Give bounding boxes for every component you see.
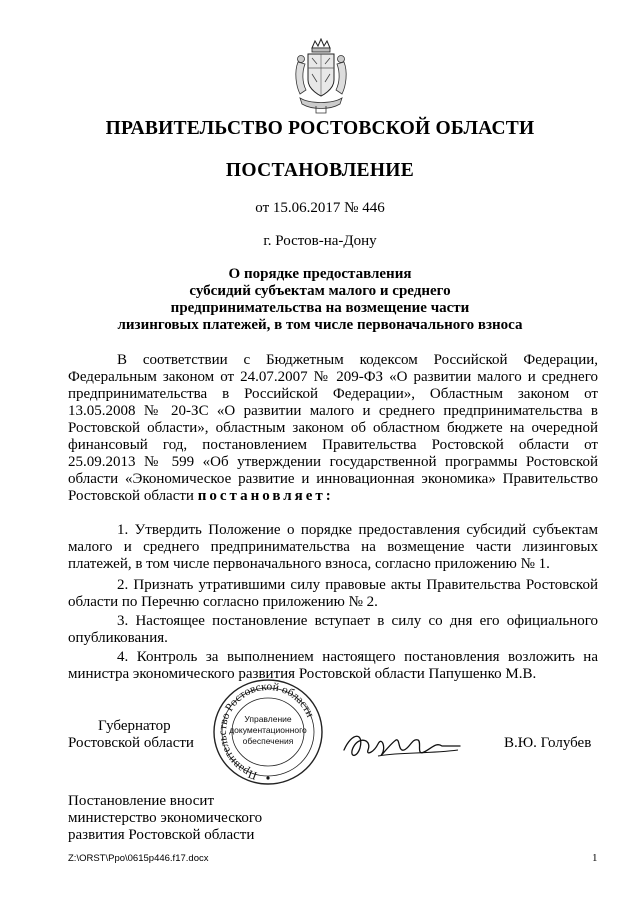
subject-line: лизинговых платежей, в том числе первоначального взноса [117, 317, 523, 333]
document-date-number: от 15.06.2017 № 446 [255, 200, 385, 216]
submitted-by-line: Постановление вносит [68, 793, 215, 809]
item-2: 2. Признать утратившими силу правовые акты Правительства Ростовской области по Перечню согласно приложению № 2. [68, 577, 598, 610]
government-title: ПРАВИТЕЛЬСТВО РОСТОВСКОЙ ОБЛАСТИ [105, 118, 535, 139]
signatory-title [68, 718, 208, 752]
preamble-text: В соответствии с Бюджетным кодексом Российской Федерации, Федеральным законом от 24.07.2007 № 209-ФЗ «О развитии малого и среднего предпринимательства в Российской Федерации», Областным законом от 13.05.2008 № 20-ЗС «О развитии малого и среднего предпринимательства в Ростовской области», областным законом об областном бюджете на очередной финансовый год, постановлением Правительства Ростовской области от 25.09.2013 № 599 «Об утверждении государственной программы Ростовской области «Экономическое развитие и инновационная экономика» Правительство Ростовской области [68, 352, 598, 504]
official-stamp [202, 676, 334, 788]
signatory-title-line: Губернатор [98, 718, 171, 734]
item-4: 4. Контроль за выполнением настоящего постановления возложить на министра экономического развития Ростовской области Папушенко М.В. [68, 649, 598, 682]
item-3: 3. Настоящее постановление вступает в силу со дня его официального опубликования. [68, 613, 598, 646]
stamp-inner-line: обеспечения [242, 736, 294, 746]
coat-of-arms-emblem [290, 38, 352, 114]
stamp-inner-line: Управление [244, 714, 292, 724]
footer-file-path: Z:\ORST\Ppo\0615p446.f17.docx [68, 853, 209, 864]
signatory-name: В.Ю. Голубев [504, 735, 592, 751]
subject-line: субсидий субъектам малого и среднего [189, 283, 451, 299]
submitted-by-line: министерство экономического [68, 810, 263, 826]
document-city: г. Ростов-на-Дону [263, 233, 377, 249]
document-type: ПОСТАНОВЛЕНИЕ [225, 160, 415, 181]
decree-word: постановляет: [197, 488, 334, 504]
item-1: 1. Утвердить Положение о порядке предоставления субсидий субъектам малого и среднего предпринимательства на возмещение части лизинговых платежей, в том числе первоначального взноса, согласно приложению № 1. [68, 522, 598, 572]
subject-line: предпринимательства на возмещение части [170, 300, 470, 316]
submitted-by-block [68, 793, 328, 844]
preamble-paragraph [68, 352, 598, 505]
signatory-title-line: Ростовской области [68, 735, 194, 751]
subject-line: О порядке предоставления [228, 266, 412, 282]
page-number: 1 [592, 852, 598, 864]
handwritten-signature [338, 726, 466, 766]
document-subject [0, 266, 640, 334]
stamp-ring-text: Правительство Ростовской области [216, 680, 316, 782]
submitted-by-line: развития Ростовской области [68, 827, 255, 843]
stamp-inner-line: документационного [229, 725, 307, 735]
